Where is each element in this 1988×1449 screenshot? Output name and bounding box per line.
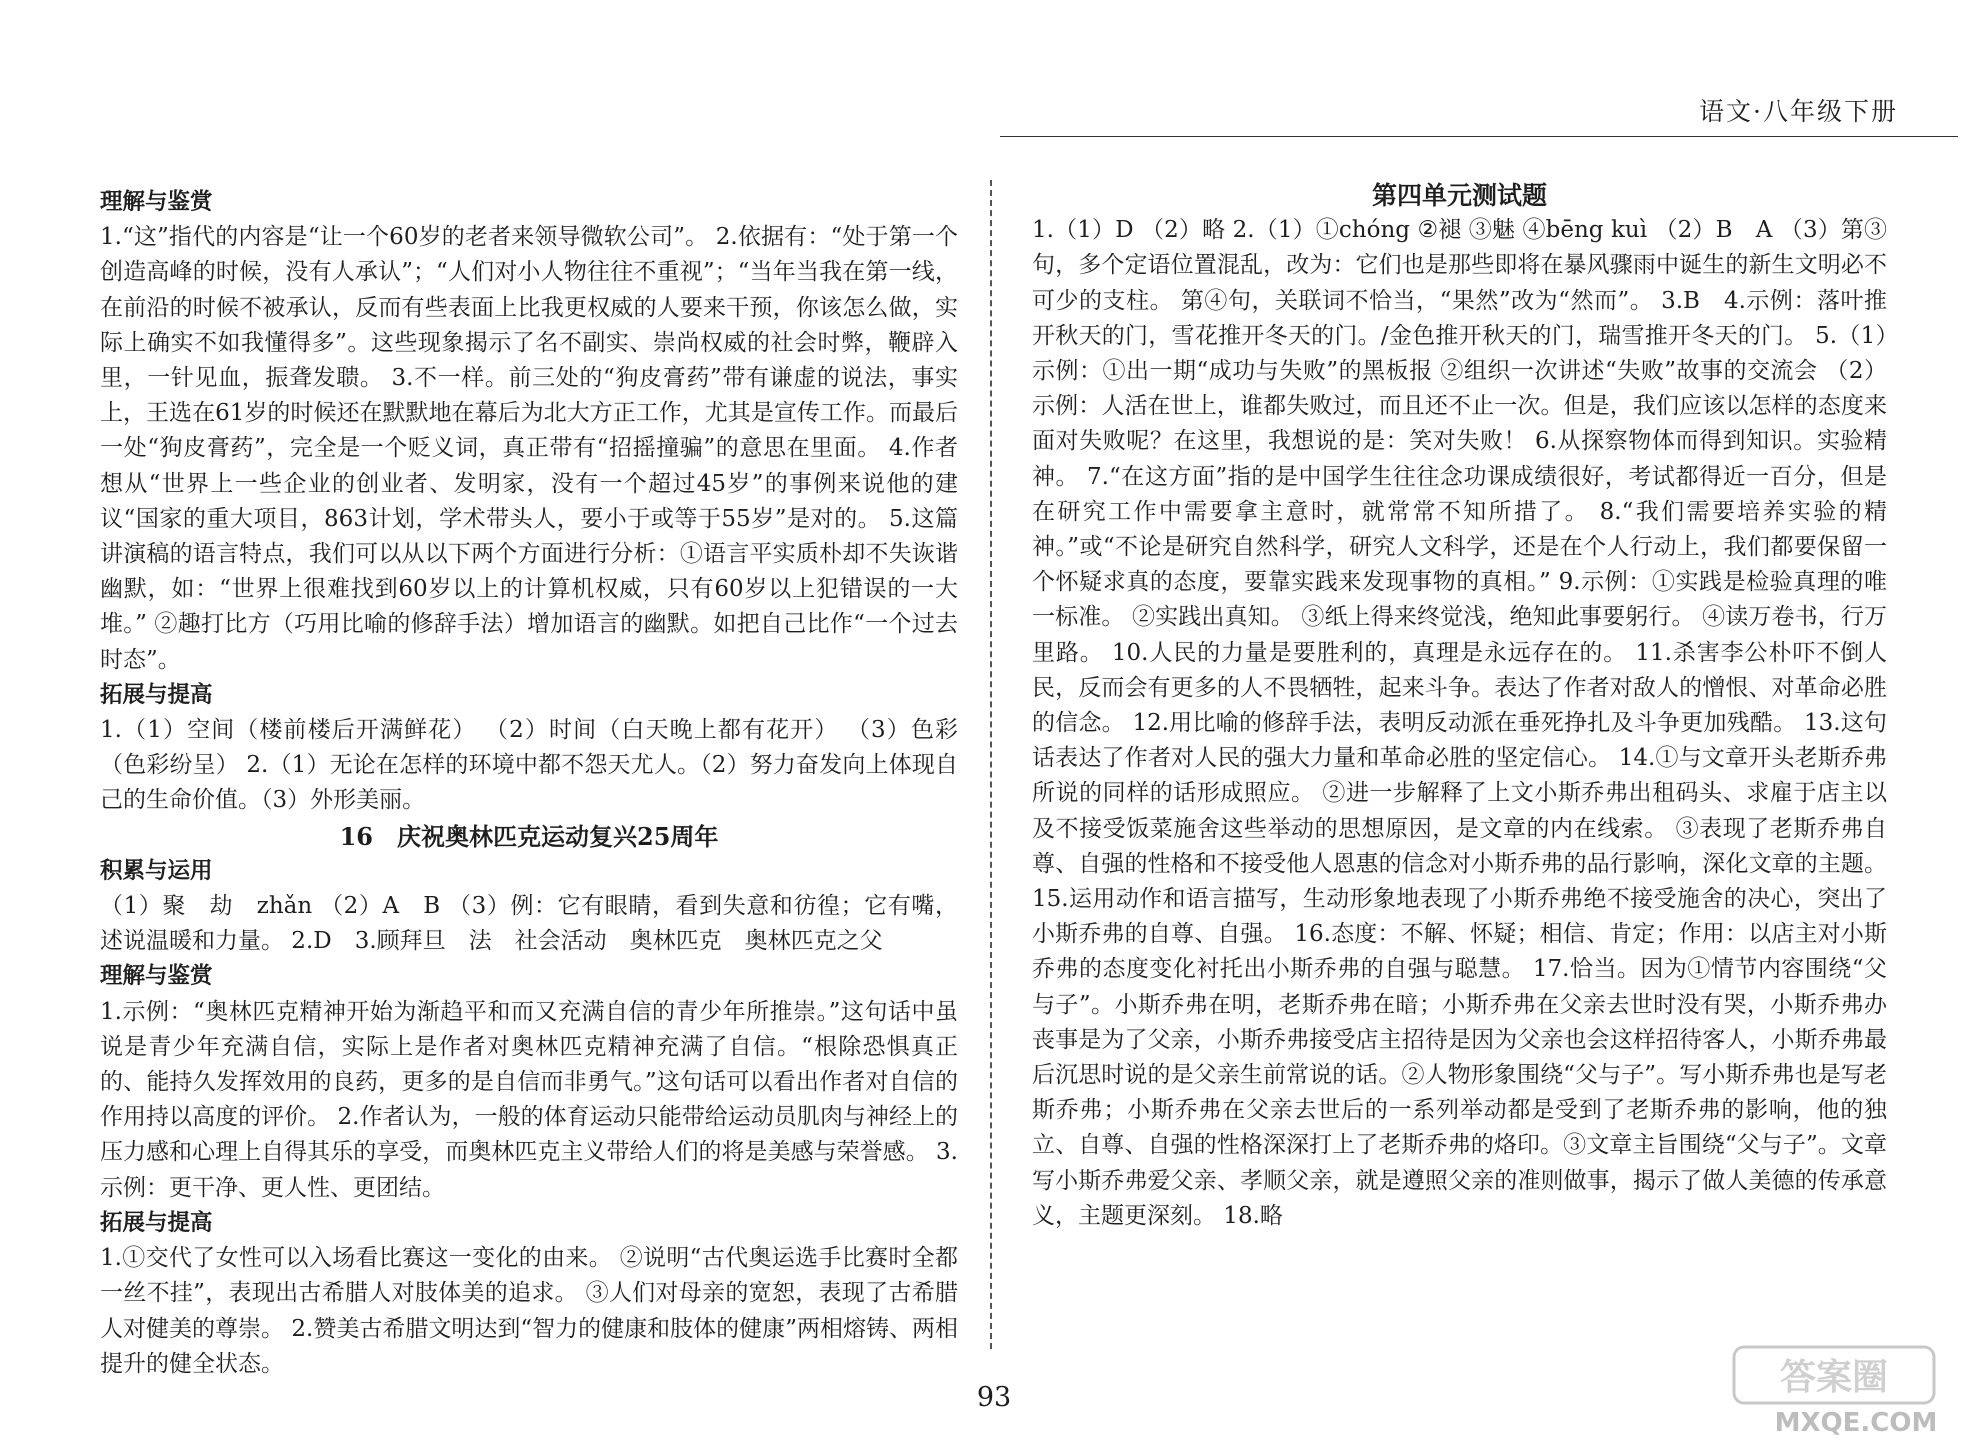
watermark-text-en: MXQE.COM: [1774, 1408, 1938, 1438]
watermark-logo: [1726, 1341, 1976, 1441]
section-heading: 拓展与提高: [100, 1209, 213, 1236]
section-heading: 积累与运用: [100, 857, 213, 884]
section-heading: 理解与鉴赏: [100, 963, 213, 990]
unit-title: 第四单元测试题: [1371, 181, 1547, 210]
header-rule: [1000, 136, 1958, 137]
answer-paragraph: 1.示例：“奥林匹克精神开始为渐趋平和而又充满自信的青少年所推崇。”这句话中虽说是青少年充满自信，实际上是作者对奥林匹克精神充满了自信。“根除恐惧真正的、能持久发挥效用的良药，更多的是自信而非勇气。”这句话可以看出作者对自信的作用持以高度的评价。 2.作者认为，一般的体育运动只能带给运动员肌肉与神经上的压力感和心理上自得其乐的享受，而奥林匹克主义带给人们的将是美感与荣誉感。 3.示例：更干净、更人性、更团结。: [100, 998, 958, 1201]
answer-paragraph: （1）聚 劫 zhǎn （2）A B （3）例：它有眼睛，看到失意和彷徨；它有嘴，述说温暖和力量。 2.D 3.顾拜旦 法 社会活动 奥林匹克 奥林匹克之父: [100, 893, 958, 955]
lesson-title: 16 庆祝奥林匹克运动复兴25周年: [339, 821, 719, 851]
answer-paragraph: 1.“这”指代的内容是“让一个60岁的老者来领导微软公司”。 2.依据有：“处于第一个创造高峰的时候，没有人承认”；“人们对小人物往往不重视”；“当年当我在第一线，在前沿的时候不被承认，反而有些表面上比我更权威的人要来干预，你该怎么做，实际上确实不如我懂得多”。这些现象揭示了名不副实、崇尚权威的社会时弊，鞭辟入里，一针见血，振聋发聩。 3.不一样。前三处的“狗皮膏药”带有谦虚的说法，事实上，王选在61岁的时候还在默默地在幕后为北大方正工作，尤其是宣传工作。而最后一处“狗皮膏药”，完全是一个贬义词，真正带有“招摇撞骗”的意思在里面。 4.作者想从“世界上一些企业的创业者、发明家，没有一个超过45岁”的事例来说他的建议“国家的重大项目，863计划，学术带头人，要小于或等于55岁”是对的。 5.这篇讲演稿的语言特点，我们可以从以下两个方面进行分析：①语言平实质朴却不失诙谐幽默，如：“世界上很难找到60岁以上的计算机权威，只有60岁以上犯错误的一大堆。” ②趣打比方（巧用比喻的修辞手法）增加语言的幽默。如把自己比作“一个过去时态”。: [100, 224, 958, 673]
section-heading: 理解与鉴赏: [100, 189, 213, 215]
left-column: [100, 185, 958, 1382]
page-number: 93: [976, 1382, 1012, 1413]
column-divider: [990, 180, 992, 1349]
page-header: 语文·八年级下册: [1699, 97, 1898, 126]
section-heading: 拓展与提高: [100, 681, 213, 708]
watermark-text-cn: 答案圈: [1779, 1357, 1889, 1398]
right-column: [1032, 178, 1887, 1234]
answer-paragraph: 1.①交代了女性可以入场看比赛这一变化的由来。 ②说明“古代奥运选手比赛时全都一丝不挂”，表现出古希腊人对肢体美的追求。 ③人们对母亲的宽恕，表现了古希腊人对健美的尊崇。 2.赞美古希腊文明达到“智力的健康和肢体的健康”两相熔铸、两相提升的健全状态。: [100, 1245, 958, 1377]
answer-paragraph: 1.（1）D （2）略 2.（1）①chóng ②褪 ③魅 ④bēng kuì （2）B A （3）第③句，多个定语位置混乱，改为：它们也是那些即将在暴风骤雨中诞生的新生文明必不可少的支柱。 第④句，关联词不恰当，“果然”改为“然而”。 3.B 4.示例：落叶推开秋天的门，雪花推开冬天的门。/金色推开秋天的门，瑞雪推开冬天的门。 5.（1）示例：①出一期“成功与失败”的黑板报 ②组织一次讲述“失败”故事的交流会 （2）示例：人活在世上，谁都失败过，而且还不止一次。但是，我们应该以怎样的态度来面对失败呢？在这里，我想说的是：笑对失败！ 6.从探察物体而得到知识。实验精神。 7.“在这方面”指的是中国学生往往念功课成绩很好，考试都得近一百分，但是在研究工作中需要拿主意时，就常常不知所措了。 8.“我们需要培养实验的精神。”或“不论是研究自然科学，研究人文科学，还是在个人行动上，我们都要保留一个怀疑求真的态度，要靠实践来发现事物的真相。” 9.示例：①实践是检验真理的唯一标准。 ②实践出真知。 ③纸上得来终觉浅，绝知此事要躬行。 ④读万卷书，行万里路。 10.人民的力量是要胜利的，真理是永远存在的。 11.杀害李公朴吓不倒人民，反而会有更多的人不畏牺牲，起来斗争。表达了作者对敌人的憎恨、对革命必胜的信念。 12.用比喻的修辞手法，表明反动派在垂死挣扎及斗争更加残酷。 13.这句话表达了作者对人民的强大力量和革命必胜的坚定信心。 14.①与文章开头老斯乔弗所说的同样的话形成照应。 ②进一步解释了上文小斯乔弗出租码头、求雇于店主以及不接受饭菜施舍这些举动的思想原因，是文章的内在线索。 ③表现了老斯乔弗自尊、自强的性格和不接受他人恩惠的信念对小斯乔弗的品行影响，深化文章的主题。 15.运用动作和语言描写，生动形象地表现了小斯乔弗绝不接受施舍的决心，突出了小斯乔弗的自尊、自强。 16.态度：不解、怀疑；相信、肯定；作用：以店主对小斯乔弗的态度变化衬托出小斯乔弗的自强与聪慧。 17.恰当。因为①情节内容围绕“父与子”。小斯乔弗在明，老斯乔弗在暗；小斯乔弗在父亲去世时没有哭，小斯乔弗办丧事是为了父亲，小斯乔弗接受店主招待是因为父亲也会这样招待客人，小斯乔弗最后沉思时说的是父亲生前常说的话。②人物形象围绕“父与子”。写小斯乔弗也是写老斯乔弗；小斯乔弗在父亲去世后的一系列举动都是受到了老斯乔弗的影响，他的独立、自尊、自强的性格深深打上了老斯乔弗的烙印。③文章主旨围绕“父与子”。文章写小斯乔弗爱父亲、孝顺父亲，就是遵照父亲的准则做事，揭示了做人美德的传承意义，主题更深刻。 18.略: [1032, 217, 1887, 1229]
answer-paragraph: 1.（1）空间（楼前楼后开满鲜花） （2）时间（白天晚上都有花开） （3）色彩（色彩纷呈） 2.（1）无论在怎样的环境中都不怨天尤人。（2）努力奋发向上体现自己的生命价值。（3）外形美丽。: [100, 717, 958, 814]
